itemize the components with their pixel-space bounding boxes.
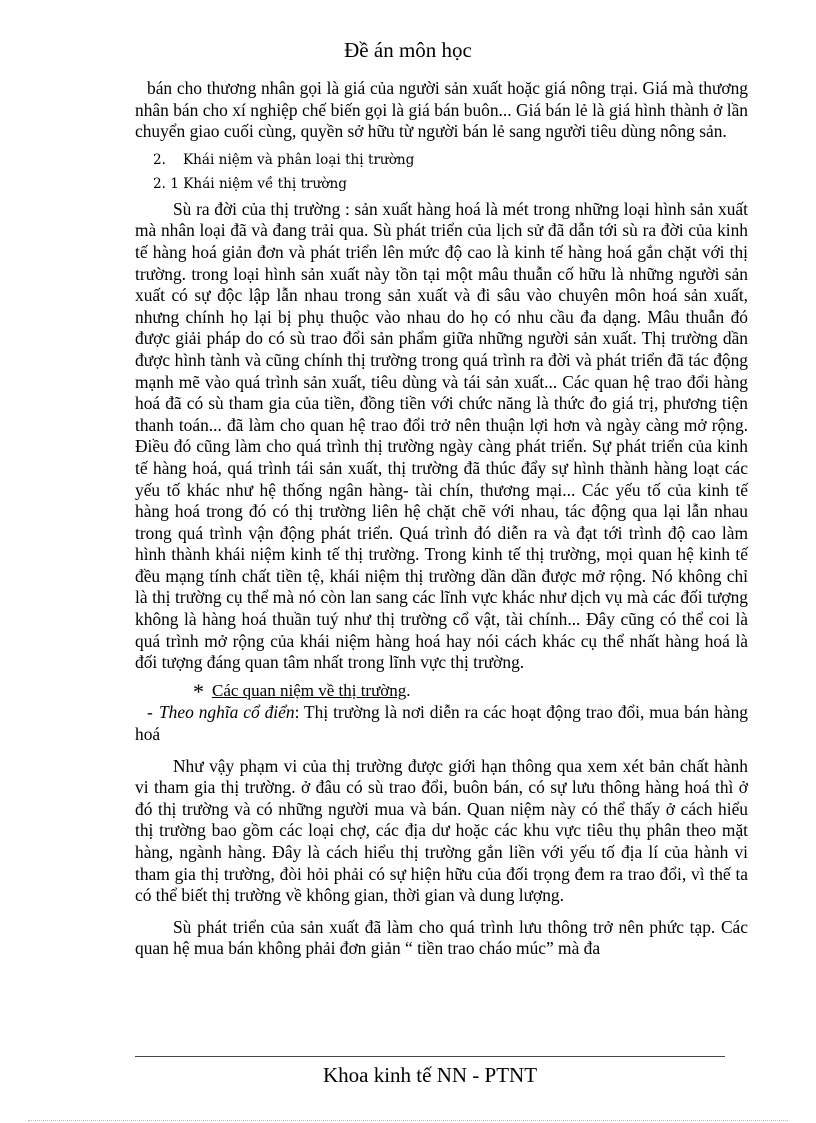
classic-definition-item	[135, 702, 748, 745]
page-bottom-border	[28, 1120, 788, 1121]
dash-bullet: -	[147, 702, 153, 723]
classic-definition-text: : Thị trường là nơi diễn ra các hoạt động trao đổi, mua bán hàng hoá	[135, 702, 748, 745]
paragraph-production-development: Sù phát triển của sản xuất đã làm cho quá trình lưu thông trở nên phức tạp. Các quan hệ mua bán không phải đơn giản “ tiền trao cháo múc” mà đa	[135, 916, 748, 959]
classic-definition-term: Theo nghĩa cổ điển	[159, 702, 295, 723]
paragraph-market-scope: Như vậy phạm vi của thị trường được giới hạn thông qua xem xét bản chất hành vi tham gia thị trường. ở đâu có sù trao đổi, buôn bán, có sự lưu thông hàng hoá thì ở đó thị trường và có những người mua và bán. Quan niệm này có thể thấy ở cách hiểu thị trường bao gồm các loại chợ, các địa dư hoặc các khu vực tiêu thụ phân theo mặt hàng, ngành hàng. Đây là cách hiểu thị trường gắn liền với yếu tố địa lí của hành vi tham gia thị trường, đòi hỏi phải có sự hiện hữu của đối trọng đem ra trao đổi, vì thế ta có thể biết thị trường về không gian, thời gian và dung lượng.	[135, 755, 748, 906]
concepts-heading-period: .	[406, 680, 411, 700]
paragraph-price-definition: bán cho thương nhân gọi là giá của người sản xuất hoặc giá nông trại. Giá mà thương nhân bán cho xí nghiệp chế biến gọi là giá bán buôn... Giá bán lẻ là giá hình thành ở lần chuyển giao cuối cùng, quyền sở hữu từ người bán lẻ sang người tiêu dùng nông sản.	[135, 78, 748, 142]
asterisk-bullet: *	[193, 678, 204, 704]
concepts-heading-text: Các quan niệm về thị trường	[212, 680, 407, 700]
page-footer-title: Khoa kinh tế NN - PTNT	[322, 1063, 538, 1087]
footer-divider	[135, 1056, 725, 1057]
subsection-number: 2. 1	[153, 175, 179, 192]
section-number: 2.	[153, 151, 166, 168]
page-header-title: Đề án môn học	[344, 38, 472, 62]
subsection-title: Khái niệm về thị trường	[183, 175, 347, 192]
paragraph-market-origin: Sù ra đời của thị trường : sản xuất hàng hoá là mét trong những loại hình sản xuất mà nhân loại đã và đang trải qua. Sù phát triển của lịch sử đã dẫn tới sù ra đời của kinh tế hàng hoá giản đơn và phát triển lên mức độ cao là kinh tế hàng hoá gắn chặt với thị trường. trong loại hình sản xuất này tồn tại một mâu thuẫn cố hữu là những người sản xuất có sự độc lập lẫn nhau trong sản xuất và đi sâu vào chuyên môn hoá sản xuất, nhưng chính họ lại bị phụ thuộc vào nhau do họ có nhu cầu đa dạng. Mâu thuẫn đó được giải pháp do có sù trao đổi sản phẩm giữa những người sản xuất. Thị trường dần được hình tành và cũng chính thị trường trong quá trình ra đời và phát triển đã tác động mạnh mẽ vào quá trình sản xuất, tiêu dùng và tái sản xuất... Các quan hệ trao đổi hàng hoá đã có sù tham gia của tiền, đồng tiền với chức năng là thức đo giá trị, phương tiện thanh toán... đã làm cho quan hệ trao đổi trở nên thuận lợi hơn và ngày càng mở rộng. Điều đó cũng làm cho quá trình thị trường ngày càng phát triển. Sự phát triển của kinh tế hàng hoá, quá trình tái sản xuất, thị trường đã thúc đẩy sự hình thành hàng loạt các yếu tố khác như hệ thống ngân hàng- tài chín, thương mại... Các yếu tố của kinh tế hàng hoá trong đó có thị trường liên hệ chặt chẽ với nhau, tác động qua lại lẫn nhau trong quá trình vận động phát triển. Quá trình đó diễn ra và đạt tới trình độ cao làm hình thành khái niệm kinh tế thị trường. Trong kinh tế thị trường, mọi quan hệ kinh tế đều mạng tính chất tiền tệ, khái niệm thị trường dần dần được mở rộng. Nó không chỉ là thị trường cụ thể mà nó còn lan sang các lĩnh vực khác như dịch vụ mà các đối tượng không là hàng hoá thuần tuý như thị trường cổ vật, tài chính... Đây cũng có thể coi là quá trình mở rộng của khái niệm hàng hoá hay nói cách khác cụ thể nhất hàng hoá là đối tượng đáng quan tâm nhất trong lĩnh vực thị trường.	[135, 198, 748, 673]
concepts-heading	[193, 680, 748, 703]
section-heading-2	[153, 151, 748, 169]
document-body	[135, 78, 748, 960]
section-heading-2-1	[153, 175, 748, 193]
section-title: Khái niệm và phân loại thị trường	[183, 151, 415, 168]
